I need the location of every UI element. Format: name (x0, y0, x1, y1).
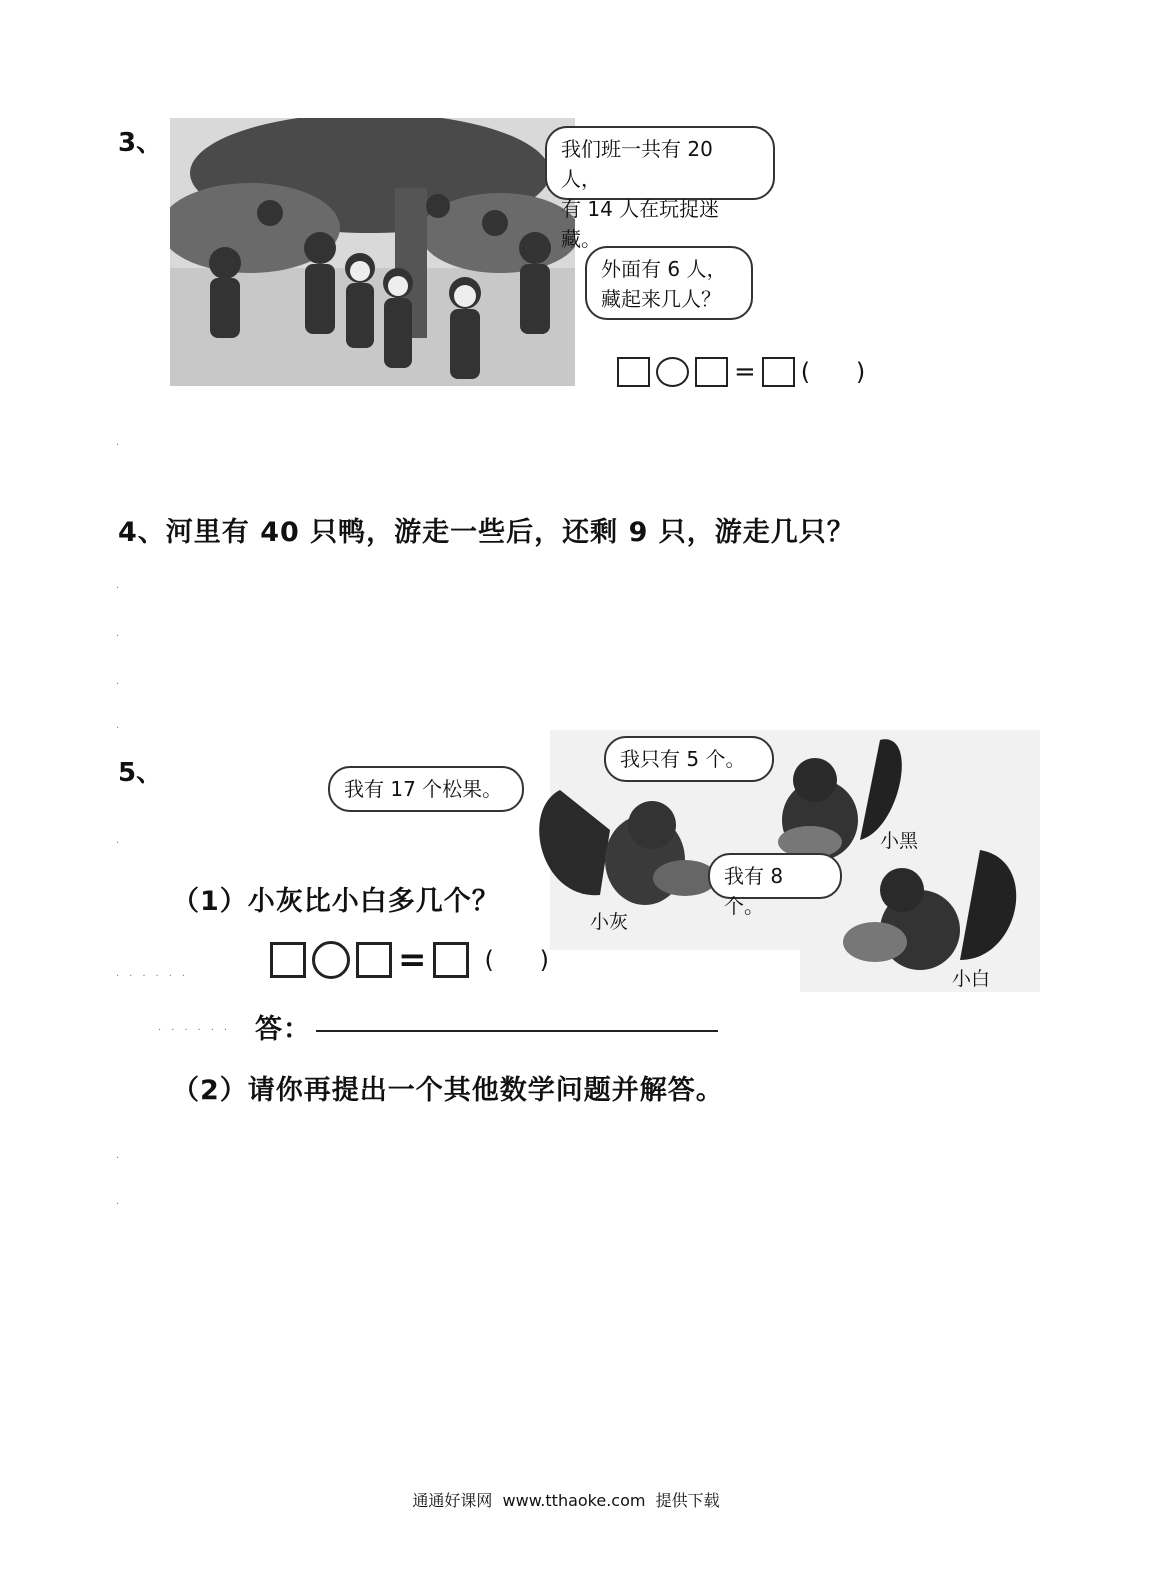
result-box[interactable] (762, 357, 795, 387)
question-4-body: 河里有 40 只鸭，游走一些后，还剩 9 只，游走几只？ (165, 517, 855, 548)
question-4-number: 4、 (118, 517, 166, 548)
bubble-line: 外面有 6 人， (601, 257, 727, 281)
scan-dots: ...... (116, 968, 196, 979)
unit-parentheses[interactable]: ( ) (484, 946, 549, 974)
scan-dot: . (116, 1150, 130, 1161)
question-5-equation (270, 940, 549, 980)
equals-sign: = (734, 357, 756, 387)
speech-bubble-grey-squirrel: 我有 17 个松果。 (328, 766, 524, 812)
question-3-number: 3、 (118, 128, 163, 158)
question-5-number: 5、 (118, 758, 163, 788)
scan-dot: . (116, 437, 130, 448)
speech-bubble-white-squirrel: 我有 8 个。 (708, 853, 842, 899)
operator-circle[interactable] (656, 357, 689, 387)
speech-bubble-class-total (545, 126, 775, 251)
bubble-line: 有 14 人在玩捉迷藏。 (561, 197, 720, 251)
footer-source: 通通好课网 www.tthaoke.com 提供下载 (412, 1491, 720, 1510)
question-4-text (118, 510, 855, 549)
answer-box[interactable] (356, 942, 392, 978)
speech-bubble-outside-count (585, 246, 753, 320)
scan-dot: . (116, 1196, 130, 1207)
equals-sign: = (398, 940, 427, 980)
hide-and-seek-illustration (170, 118, 575, 386)
squirrel-name-black: 小黑 (880, 830, 919, 852)
question-3-equation (617, 357, 865, 387)
bubble-line: 我们班一共有 20 人， (561, 137, 713, 191)
scan-dot: . (116, 835, 130, 846)
answer-line[interactable] (316, 1030, 718, 1032)
answer-label: 答： (255, 1014, 311, 1045)
question-5-part-2: （2）请你再提出一个其他数学问题并解答。 (172, 1075, 724, 1106)
answer-box[interactable] (695, 357, 728, 387)
scan-dot: . (116, 720, 130, 731)
result-box[interactable] (433, 942, 469, 978)
operator-circle[interactable] (312, 941, 350, 979)
question-5-part-1: （1）小灰比小白多几个？ (172, 886, 500, 917)
scan-dot: . (116, 676, 130, 687)
answer-box[interactable] (270, 942, 306, 978)
answer-box[interactable] (617, 357, 650, 387)
scan-dot: . (116, 580, 130, 591)
speech-bubble-black-squirrel: 我只有 5 个。 (604, 736, 774, 782)
scan-dot: . (116, 628, 130, 639)
bubble-line: 藏起来几人？ (601, 287, 721, 311)
squirrel-name-grey: 小灰 (590, 911, 629, 933)
scan-dots: ...... (158, 1022, 238, 1033)
squirrel-name-white: 小白 (952, 968, 991, 990)
unit-parentheses[interactable]: ( ) (800, 358, 866, 386)
